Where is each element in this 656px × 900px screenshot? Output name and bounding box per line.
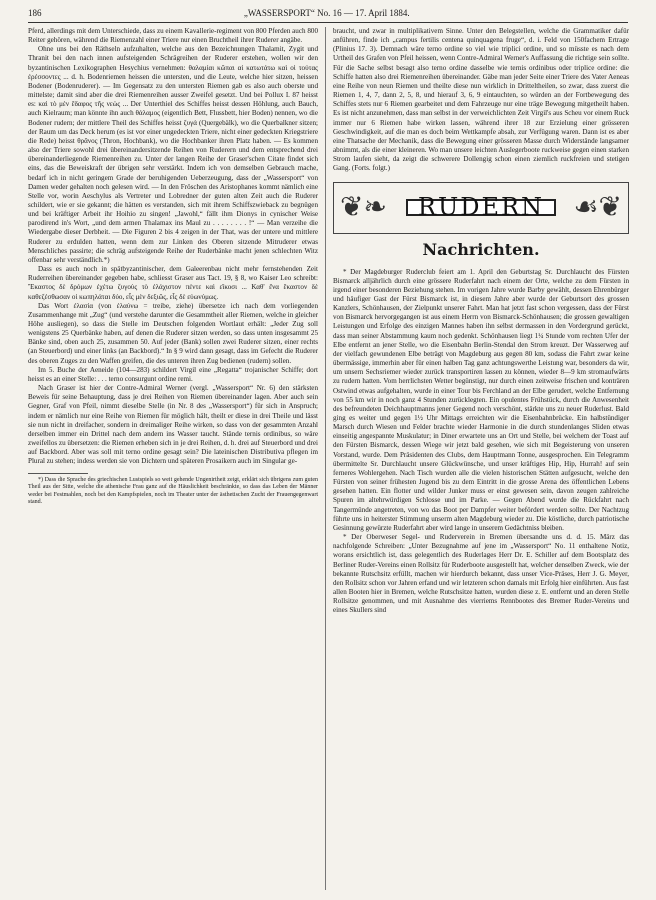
paragraph: Nach Graser ist hier der Contre-Admiral Werner (vergl. „Wassersport“ Nr. 6) den stärksten Beweis für seine Behauptung, dass je drei Reihen von Riemen übereinander lagen. Aber auch sein Gegner, Graf von Pfeil, nimmt dieselbe Stelle (in Nr. 8 des „Wassersport“) für sich in Anspruch; indem er nämlich nur eine Reihe von Riemen für möglich hält, theilt er diese in drei Theile und lässt sie nun nicht in dreifacher, sondern in dreimaliger Reihe wirken, so dass von der gesammten Anzahl derselben immer ein Drittel nach dem andern ins Wasser taucht. Stände ternis ordinibus, so wäre zweifellos zu übersetzen: die Riemen erheben sich in je drei Reihen, d. h. drei auf Steuerbord und drei auf Backbord. Aber was soll mit terno ordine gesagt sein? Die lateinischen Distributiva pflegen im Plural zu stehen; indess werden sie von Dichtern und späteren Prosaikern auch im Singular ge- [28,384,318,466]
ornament-scroll-icon: ☙❦ [573,191,622,223]
news-item: * Der Oberweser Segel- und Ruderverein in Bremen übersandte uns d. d. 15. März das nachfolgende Schreiben: „Unter Bezugnahme auf jene im „Wassersport“ No. 11 enthaltene Notiz, worans ersichtlich ist, dass gelegentlich des Ruderlages Herr Dr. E. Schiller auf dem Bootsplatz des Berliner Ruder-Vereins einen Rollsitz für Ruderboote ausgestellt hat, welcher denselben Zweck, wie der bekannte Rutschsitz erfüllt, machen wir hierdurch bekannt, dass unser Vice-Präses, Herr J. G. Meyer, den Rollsitz schon vor Jahren erfand und wir letzteren schon damals mit Erfolg hier einführten. Aus fast allen Booten hier in Bremen, welche Rutschsitze hatten, wurden diese z. E. entfernt und an deren Stelle Rollsitze genommen, und mit Ausnahme des vierriems Rennbootes des Bremer Ruder-Vereins und eines Skullers sind [333,533,629,615]
column-divider [325,27,326,890]
paragraph: Das Wort ἐλασία (von ἐλαύνω = treibe, ziehe) übersetze ich nach dem vorliegenden Zusammenhange mit „Zug“ (und verstehe darunter die Gesammtheit aller Riemen, welche in gleicher Höhe ausliegen), so dass die Stelle im Deutschen folgenden Wortlaut erhält: „Jeder Zug soll wenigstens 25 Querbänke haben, auf denen die Ruderer sitzen werden, so dass unten insgesammt 25 Bänke sind, oben auch 25, zusammen 50. Auf jeder (Bank) sollen zwei Ruderer sitzen, einer rechts (an Steuerbord) und einer links (an Backbord).“ In § 9 wird dann gesagt, dass im Gefecht die Ruderer des oberen Zuges zu den Waffen greifen, die des unteren ihren Zug bedienen (rudern) sollen. [28,301,318,365]
paragraph: Dass es auch noch in spätbyzantinischer, dem Galeerenbau nicht mehr fernstehenden Zeit Ruderreihen übereinander gegeben habe, schliesst Graser aus Tact. 19, § 8, wo Kaiser Leo schreibt: Ἕκαστος δὲ δρόμων ἐχέτω ζυγοὺς τὸ ἐλάχιστον πέντε καὶ εἴκοσι ... Καθ' ἕνα ἕκαστον δὲ καθεζέσθωσαν οἱ κωπηλάται δύο, εἷς μὲν δεξιῶς, εἷς δὲ εὐωνύμως. [28,265,318,301]
page-header [28,6,628,20]
news-item: * Der Magdeburger Ruderclub feiert am 1. April den Geburtstag Sr. Durchlaucht des Fürsten Bismarck alljährlich durch eine grössere Ruderfahrt nach einem der Orte, welche zu dem Fürsten in irgend einer besonderen Beziehung stehen. Im vorigen Jahre wurde Barby gewählt, dessen Ehrenbürger und häufiger Gast der Fürst Bismarck ist, in diesem Jahre aber wurde der Geburtsort des grossen Kanzlers, Schönhausen, der Zielpunkt unserer Fahrt. Man hat jetzt fast schon vergessen, dass der Fürst von Bismarck hervorgegangen ist aus einem Herrn von Bismarck-Schönhausen; die grossen gewaltigen Leistungen und Erfolge des einzigen Mannes haben ihn selbst dermassen in den Vordergrund gerückt, dass man seiner Abstammung kaum noch gedenkt. Schönhausen liegt 1¼ Stunde vom rechten Ufer der Elbe entfernt an jener Stelle, wo die Eisenbahn Berlin-Stendal den Strom kreuzt. Der Wasserweg auf der vielfach gewundenen Elbe beträgt von Magdeburg aus gegen 80 km, sodass die Fahrt zwar keine übermässige, immerhin aber für einen halben Tag ganz achtungswerthe Leistung war, besonders da wir, um unsern Sechsriemer wieder zurück transportiren lassen zu können, wieder 8—9 km stromaufwärts zu rudern hatten. Vom herrlichsten Wetter begünstigt, nur durch einen zeitweise frischen und konträren Ostwind etwas aufgehalten, wurde in einer Tour bis Ferchland an der Elbe gerudert, welche Entfernung von 55 km wir in noch ganz 4 Stunden zurücklegten. Ein opulentes Frühstück, durch die Anwesenheit des befreundeten Deichhauptmanns jener Gegend noch verschönt, stärkte uns zu neuer Ruderlust. Bald ging es weiter und gegen 1½ Uhr Mittags erreichten wir die Eisenbahnbrücke. Ein halbstündiger Marsch durch Wiesen und Felder brachte wieder Harmonie in die durch stundenlanges Sliden etwas einseitig angespannte Muskulatur; in Diner erwartete uns an Ort und Stelle, bei welchem der Toast auf den Fürsten Bismarck, dessen Wiege wir jetzt bald gesehen, wie sich mit Begeisterung von unseren Vorstand, wurde. Dem Präsidenten des Clubs, dem Hauptmann Tonne, ausgesprochen. Ein Telegramm übermittelte Sr. Durchlaucht unsere Glückwünsche, und unser kräftiges Hip, Hip, Hurrah! auf sein ferneres Wohlergehen. Nach Tisch wurden alle die vielen historischen Stätten aufgesucht, welche den Fürsten von seiner frühesten Jugend bis zu dem Eintritt in die grosse Arena des öffentlichen Lebens gesehen hatten. Ein flotter und wilder Junker muss er einst gewesen sein, davon zeugen zahlreiche Spuren im altehrwürdigen Schlosse und im Parke. — Gegen Abend wurde die Rückfahrt nach Tangermünde angetreten, von wo das Boot per Dampfer weiter befördert werden sollte. Der Nachtzug führte uns in heiterster Stimmung unserm alten Magdeburg wieder zu. Die köstliche, durch patriotische Gesinnung gewürzte Ruderfahrt aber wird lange in unserem Gedächtniss bleiben. [333,267,629,532]
right-column [333,27,629,890]
journal-title: „WASSERSPORT“ No. 16 — 17. April 1884. [243,8,410,18]
section-banner-title: RUDERN [406,199,556,216]
page-number: 186 [28,8,42,18]
section-title: Nachrichten. [422,239,540,259]
footnote: *) Dass die Sprache des griechischen Lustspiels so weit gehende Ungenirtheit zeigt, erklärt sich übrigens zum guten Theil aus der Sitte, welche die athenische Frau ganz auf die Häuslichkeit beschränkte, so dass das Leben der Männer weder bei Festmahlen, noch bei den Kampfspielen, noch im Theater unter der ästhetischen Zucht der Frauengegenwart stand. [28,476,318,505]
paragraph: Ohne uns bei den Räthseln aufzuhalten, welche aus den Bezeichnungen Thalamit, Zygit und Thranit bei den nach innen aufsteigenden Schrägreihen der Ruderer erstehen, wollen wir den byzantinischen Lexikographen Hesychius vernehmen: θαλαμίαι κῶπαι αἱ κατωτάτω καὶ οἱ τούτας ἐρέσσοντες ... d. h. Bodenriemen heissen die untersten, und die Leute, welche hier sitzen, heissen Bodener (Bodenruderer). — Im Gegensatz zu den untersten Riemen gab es also auch oberste und mittelste; damit sind aber die drei Riemenreihen ausser Zweifel gesetzt. Und bei Pollux I. 87 heisst es: καὶ τὸ μὲν ἔδαφος τῆς νεὼς ... Der Unterthiel des Schiffes heisst dessen Höhlung, auch Bauch, auch Kielraum; man könnte ihn auch θάλαμος (eigentlich Bett, Flussbett, hier Boden) nennen, wo die Bodener rudern; der mittlere Theil des Schiffes heisst ζυγά (Quergebälk), wo die Querbalkner sitzen; der Raum um das Deck herum (es ist vor einer ungedeckten Triere, nicht einer gedeckten Kriegstriere die Rede) heisst θρᾶνος (Thron, Hochbank), wo die Hochbanker ihren Platz haben. — Es kommen also der Triere sowohl drei übereinandersitzende Reihen von Ruderern und dem entsprechend drei übereinanderliegende Riemenreihen zu. Unter der langen Reihe der Graser'schen Citate findet sich eins, das die Beweiskraft der übrigen sehr verstärkt. Indem ich von demselben Gebrauch mache, bedarf ich in nicht geringem Grade der beruhigenden Ueberzeugung, dass der „Wassersport“ von Damen weder gehalten noch gelesen wird. — In den Fröschen des Aristophanes kommt nämlich eine Stelle vor, worin Aeschylus als Vertreter und Lobredner der guten alten Zeit auch die Ruderer schildert, wie er sie gekannt; die hätten es verstanden, sich mit ihrem Schiffszwieback zu begnügen und bei kräftiger Arbeit ihr Hoihio zu singen! „Jawohl,“ fällt ihm Dionys in cynischer Weise parodirend in's Wort, „und dem armen Thalamax ins Maul zu . . . . . . . . !“ — Man verzeihe die Wiedergabe dieser Derbheit. — Die Figuren 2 bis 4 zeigen in der That, was der untere und mittlere Ruderer zu erdulden hatten, wenn dem zur Linken des Oberen sitzende Mitruderer etwas Menschliches passirte; die schräg aufsteigende Reihe der Ruderbänke macht jenen schlechten Witz offenbar sehr verständlich.*) [28,45,318,264]
paragraph: Im 5. Buche der Aeneide (104—283) schildert Virgil eine „Regatta“ trojanischer Schiffe; dort heisst es an einer Stelle: . . . terno consurgunt ordine remi. [28,365,318,383]
rudern-banner [333,182,629,234]
footnote-rule [28,473,88,474]
paragraph: Pferd, allerdings mit dem Unterschiede, dass zu einem Kavallerie-regiment von 800 Pferden auch 800 Reiter gehören, während die Riemenzahl einer Triere nur einen Bruchtheil ihrer Ruderer angäbe. [28,27,318,45]
paragraph: braucht, und zwar in multiplikativem Sinne. Unter den Belegstellen, welche die Grammatiker dafür anführen, finde ich „campus fertilis centena quinquagena fruge“, d. i. Feld von 150fachem Ertrage (Plinius 17. 3). Demnach wäre terno ordine so viel wie triplici ordine, und so müsste es nach dem Urtheil des Grafen von Pfeil heissen, wenn Contre-Admiral Werner's Auffassung die richtige sein sollte. Für die Sache selbst besagt also terno ordine dasselbe wie ternis ordinibus oder triplice ordine: die Schiffe hatten also drei Riemenreihen übereinander. Gäbe man jeder Seite einer Triere des Vater Aeneas eine Reihe von neun Riemen und theilte diese nun wirklich in Dritteltheilen, so zwar, dass zuerst die Riemen 1, 4, 7, dann 2, 5, 8, und hierauf 3, 6, 9 eintauchten, so würden an der Fortbewegung des Schiffes stets nur 6 Riemen gearbeitet und dem Fahrzeuge nur eine träge Bewegung mitgetheilt haben. Es ist nicht anzunehmen, dass man selbst in der verweichlichten Zeit Virgil's aus Scheu vor einem Ruck immer nur 6 Riemen habe wirken lassen, während ihrer 18 zur Erzielung einer grösseren Geschwindigkeit, auf die man es doch beim Wettkampfe absah, zur Verfügung waren. Dann ist es aber eine Thatsache der Mechanik, dass die Bewegung einer grösseren Masse durch Widerstände langsamer abnimmt, als die einer kleineren. Wo man unsere leichten Auslegerboote ruckweise gegen einen starken Strom laufen sieht, da zeigt die schwerere Dollengig schon einen ziemlich ruckfreien und stetigen Gang. (Forts. folgt.) [333,27,629,173]
header-rule [28,22,628,23]
left-column [28,27,318,890]
ornament-scroll-icon: ❦❧ [340,191,387,223]
